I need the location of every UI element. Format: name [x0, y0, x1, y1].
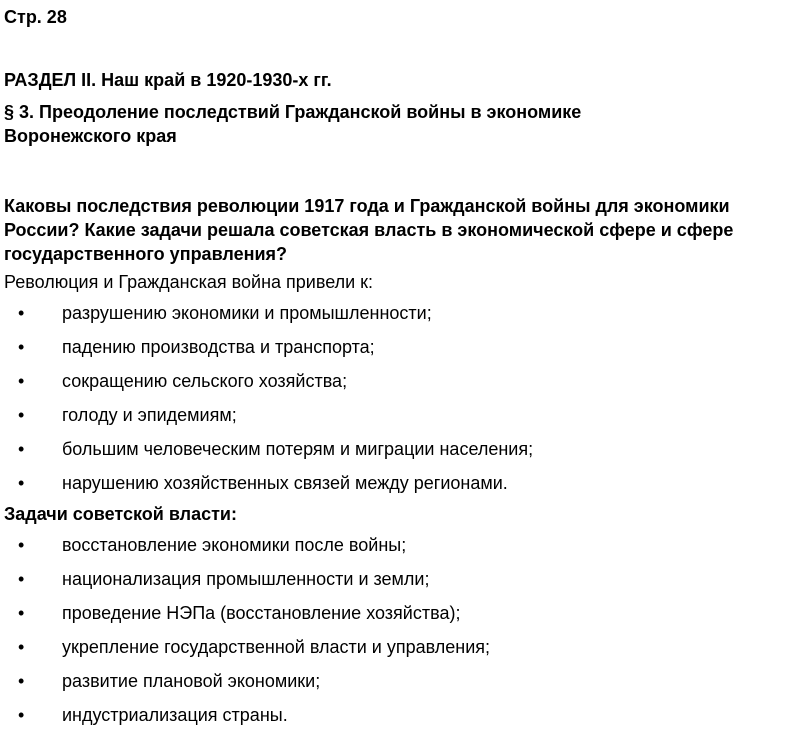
list-item	[4, 398, 800, 432]
list-item-text: голоду и эпидемиям;	[62, 405, 237, 425]
list-item-text: развитие плановой экономики;	[62, 671, 321, 691]
list-item	[4, 528, 800, 562]
list-item	[4, 330, 800, 364]
bullet-icon: •	[18, 371, 25, 391]
list-item-text: укрепление государственной власти и управления;	[62, 637, 491, 657]
bullet-icon: •	[18, 705, 25, 725]
bullet-icon: •	[18, 303, 25, 323]
bullet-icon: •	[18, 337, 25, 357]
bullet-icon: •	[18, 473, 25, 493]
list-item	[4, 698, 800, 732]
bullet-icon: •	[18, 603, 25, 623]
list-item	[4, 466, 800, 500]
consequences-intro: Революция и Гражданская война привели к:	[4, 272, 374, 292]
paragraph-title: § 3. Преодоление последствий Гражданской войны в экономике Воронежского края	[4, 102, 582, 146]
section-title: РАЗДЕЛ II. Наш край в 1920-1930-х гг.	[4, 70, 332, 90]
list-item-text: разрушению экономики и промышленности;	[62, 303, 432, 323]
page-number: Стр. 28	[4, 7, 67, 27]
list-item-text: национализация промышленности и земли;	[62, 569, 430, 589]
list-item-text: индустриализация страны.	[62, 705, 288, 725]
list-item-text: проведение НЭПа (восстановление хозяйства);	[62, 603, 461, 623]
bullet-icon: •	[18, 671, 25, 691]
list-item-text: падению производства и транспорта;	[62, 337, 375, 357]
list-item	[4, 596, 800, 630]
bullet-icon: •	[18, 569, 25, 589]
list-item	[4, 562, 800, 596]
list-item	[4, 364, 800, 398]
bullet-icon: •	[18, 637, 25, 657]
list-item-text: восстановление экономики после войны;	[62, 535, 407, 555]
list-item	[4, 432, 800, 466]
list-item	[4, 296, 800, 330]
consequences-list	[4, 296, 800, 500]
bullet-icon: •	[18, 405, 25, 425]
list-item-text: нарушению хозяйственных связей между регионами.	[62, 473, 508, 493]
list-item	[4, 630, 800, 664]
list-item-text: сокращению сельского хозяйства;	[62, 371, 348, 391]
tasks-list	[4, 528, 800, 732]
tasks-heading: Задачи советской власти:	[4, 504, 237, 524]
bullet-icon: •	[18, 535, 25, 555]
question-text: Каковы последствия революции 1917 года и Гражданской войны для экономики России? Какие задачи решала советская власть в экономической сфере и сфере государственного управления?	[4, 196, 734, 264]
bullet-icon: •	[18, 439, 25, 459]
list-item	[4, 664, 800, 698]
list-item-text: большим человеческим потерям и миграции населения;	[62, 439, 534, 459]
